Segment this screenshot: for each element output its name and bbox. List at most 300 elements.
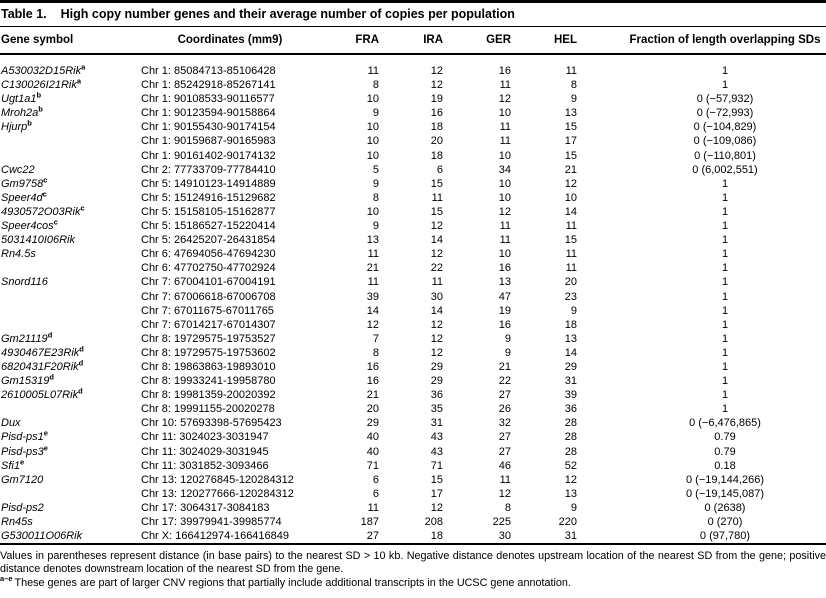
hel-value-cell: 52 [564, 459, 577, 472]
fraction-overlap-cell: 1 [721, 375, 729, 388]
ira-value-cell: 12 [430, 79, 443, 92]
fraction-overlap-cell: 1 [721, 177, 729, 190]
column-header-fraction-sds: Fraction of length overlapping SDs [580, 27, 826, 54]
hel-value-cell: 36 [564, 403, 577, 416]
hel-value-cell: 11 [565, 248, 577, 261]
ger-value-cell: 27 [498, 431, 511, 444]
footnote-marker: b [36, 90, 42, 100]
fra-value-cell: 6 [372, 487, 379, 500]
coordinates-cell: Chr 7: 67006618-67006708 [141, 290, 276, 303]
hel-value-cell: 11 [565, 262, 577, 275]
ira-value-cell: 11 [431, 191, 443, 204]
ger-value-cell: 11 [499, 220, 511, 233]
fra-value-cell: 7 [372, 332, 379, 345]
fra-value-cell: 12 [366, 318, 379, 331]
ger-value-cell: 10 [498, 149, 511, 162]
footnote-cnv-text: These genes are part of larger CNV regions that partially include additional transcripts in the UCSC gene annotation. [14, 576, 571, 589]
hel-value-cell: 31 [564, 375, 577, 388]
table-row [0, 374, 826, 388]
coordinates-cell: Chr 7: 67014217-67014307 [141, 318, 276, 331]
fraction-overlap-cell: 1 [721, 403, 729, 416]
footnotes [0, 550, 826, 590]
hel-value-cell: 23 [564, 290, 577, 303]
table-row [0, 275, 826, 289]
table-number: Table 1. [1, 7, 47, 21]
table-row [0, 459, 826, 473]
fra-value-cell: 14 [366, 304, 379, 317]
ira-value-cell: 30 [430, 290, 443, 303]
gene-name: Sfi1 [1, 459, 20, 472]
hel-value-cell: 28 [564, 445, 577, 458]
hel-value-cell: 220 [558, 516, 577, 528]
hel-value-cell: 14 [564, 205, 577, 218]
fra-value-cell: 10 [366, 93, 379, 106]
ger-value-cell: 19 [498, 304, 511, 317]
gene-name: Cwc22 [1, 163, 35, 176]
table-row [0, 92, 826, 106]
footnote-marker: c [42, 189, 47, 199]
gene-name: 2610005L07Rik [1, 389, 79, 402]
hel-value-cell: 9 [570, 501, 577, 514]
ira-value-cell: 18 [430, 149, 443, 162]
ira-value-cell: 19 [430, 93, 443, 106]
hel-value-cell: 11 [565, 220, 577, 233]
coordinates-cell: Chr 10: 57693398-57695423 [141, 417, 282, 430]
gene-name: 6820431F20Rik [1, 360, 79, 373]
hel-value-cell: 28 [564, 431, 577, 444]
table-row [0, 247, 826, 261]
table-row [0, 515, 826, 529]
coordinates-cell: Chr 11: 3024029-3031945 [141, 445, 269, 458]
coordinates-cell: Chr 7: 67004101-67004191 [141, 276, 276, 289]
column-header-hel: HEL [514, 27, 580, 54]
fra-value-cell: 9 [372, 177, 379, 190]
table-row [0, 388, 826, 402]
gene-name: Mroh2a [1, 107, 39, 120]
ger-value-cell: 11 [499, 135, 511, 148]
hel-value-cell: 18 [564, 318, 577, 331]
table-row [0, 304, 826, 318]
fraction-overlap-cell: 0 (−110,801) [694, 149, 756, 162]
fra-value-cell: 187 [360, 516, 379, 528]
fraction-overlap-cell: 0 (270) [707, 516, 743, 528]
ira-value-cell: 12 [430, 248, 443, 261]
footnote-marker: e [43, 428, 48, 438]
ger-value-cell: 9 [504, 346, 511, 359]
ger-value-cell: 9 [504, 332, 511, 345]
fra-value-cell: 13 [366, 234, 379, 247]
ira-value-cell: 71 [430, 459, 443, 472]
fra-value-cell: 10 [366, 121, 379, 134]
gene-symbol-cell [0, 92, 138, 106]
ger-value-cell: 11 [499, 121, 511, 134]
gene-symbol-cell [0, 78, 138, 92]
coordinates-cell: Chr 5: 15158105-15162877 [141, 205, 276, 218]
ira-value-cell: 36 [430, 389, 443, 402]
ger-value-cell: 225 [492, 516, 511, 528]
fra-value-cell: 9 [372, 107, 379, 120]
footnote-marker: a [81, 62, 86, 72]
coordinates-cell: Chr 2: 77733709-77784410 [141, 163, 276, 176]
coordinates-cell: Chr 17: 3064317-3084183 [141, 501, 270, 514]
gene-name: Rn45s [1, 516, 33, 528]
gene-name: Pisd-ps3 [1, 445, 44, 458]
ger-value-cell: 21 [498, 360, 511, 373]
footnote-marker: a [76, 76, 82, 86]
table-row [0, 149, 826, 163]
ira-value-cell: 43 [430, 431, 443, 444]
fra-value-cell: 40 [366, 445, 379, 458]
fraction-overlap-cell: 0 (−19,144,266) [686, 473, 764, 486]
gene-name: Speer4cos [1, 220, 54, 233]
gene-symbol-cell [0, 473, 138, 487]
gene-symbol-cell [0, 374, 138, 388]
fra-value-cell: 6 [372, 473, 379, 486]
gene-name: Gm9758 [1, 177, 44, 190]
ira-value-cell: 29 [430, 360, 443, 373]
ira-value-cell: 43 [430, 445, 443, 458]
gene-name: Ugt1a1 [1, 93, 37, 106]
hel-value-cell: 13 [564, 487, 577, 500]
fraction-overlap-cell: 1 [721, 220, 729, 233]
gene-name: C130026I21Rik [1, 79, 77, 92]
hel-value-cell: 13 [564, 107, 577, 120]
coordinates-cell: Chr 8: 19729575-19753602 [141, 346, 276, 359]
ira-value-cell: 15 [430, 205, 443, 218]
fraction-overlap-cell: 1 [721, 304, 729, 317]
gene-symbol-cell [0, 191, 138, 205]
ger-value-cell: 12 [498, 205, 511, 218]
table-row [0, 54, 826, 78]
hel-value-cell: 11 [565, 65, 577, 77]
ger-value-cell: 8 [504, 501, 511, 514]
gene-symbol-cell [0, 402, 138, 416]
coordinates-cell: Chr 8: 19981359-20020392 [141, 389, 276, 402]
ger-value-cell: 30 [498, 530, 511, 543]
gene-symbol-cell [0, 515, 138, 529]
table-row [0, 120, 826, 134]
fra-value-cell: 8 [372, 346, 379, 359]
table-row [0, 501, 826, 515]
fraction-overlap-cell: 1 [721, 346, 729, 359]
footnote-marker: d [49, 372, 54, 382]
gene-name: 4930467E23Rik [1, 346, 80, 359]
ira-value-cell: 12 [430, 332, 443, 345]
footnote-marker: c [80, 203, 85, 213]
fraction-overlap-cell: 1 [721, 360, 729, 373]
footnote-distance-note: Values in parentheses represent distance (in base pairs) to the nearest SD > 10 kb. Negative distance denotes upstream location of the nearest SD from the gene; positive distance denotes downstream location of the nearest SD from the gene. [0, 550, 826, 576]
ira-value-cell: 12 [430, 220, 443, 233]
fra-value-cell: 16 [366, 375, 379, 388]
fra-value-cell: 9 [372, 220, 379, 233]
gene-name: A530032D15Rik [1, 65, 82, 77]
gene-symbol-cell [0, 106, 138, 120]
table-row [0, 78, 826, 92]
table-row [0, 416, 826, 430]
coordinates-cell: Chr 8: 19991155-20020278 [141, 403, 275, 416]
ger-value-cell: 34 [498, 163, 511, 176]
gene-name: Pisd-ps2 [1, 501, 44, 514]
hel-value-cell: 15 [564, 149, 577, 162]
gene-symbol-cell [0, 318, 138, 332]
hel-value-cell: 8 [570, 79, 577, 92]
gene-symbol-cell [0, 177, 138, 191]
fra-value-cell: 11 [367, 65, 379, 77]
coordinates-cell: Chr X: 166412974-166416849 [141, 530, 290, 543]
table-row [0, 473, 826, 487]
fra-value-cell: 39 [366, 290, 379, 303]
fraction-overlap-cell: 1 [721, 332, 729, 345]
table-row [0, 290, 826, 304]
hel-value-cell: 20 [564, 276, 577, 289]
coordinates-cell: Chr 5: 14910123-14914889 [141, 177, 276, 190]
fra-value-cell: 11 [367, 276, 379, 289]
table-row [0, 332, 826, 346]
coordinates-cell: Chr 8: 19933241-19958780 [141, 375, 276, 388]
ger-value-cell: 16 [498, 318, 511, 331]
gene-symbol-cell [0, 430, 138, 444]
gene-name: Gm7120 [1, 473, 44, 486]
fra-value-cell: 29 [366, 417, 379, 430]
hel-value-cell: 31 [564, 530, 577, 543]
coordinates-cell: Chr 8: 19729575-19753527 [141, 332, 276, 345]
fraction-overlap-cell: 1 [721, 262, 729, 275]
coordinates-cell: Chr 1: 90155430-90174154 [141, 121, 276, 134]
table-row [0, 360, 826, 374]
fraction-overlap-cell: 0.79 [714, 445, 736, 458]
hel-value-cell: 39 [564, 389, 577, 402]
fraction-overlap-cell: 1 [721, 65, 729, 77]
gene-symbol-cell [0, 290, 138, 304]
coordinates-cell: Chr 5: 15124916-15129682 [141, 191, 276, 204]
ira-value-cell: 14 [430, 234, 443, 247]
gene-symbol-cell [0, 54, 138, 78]
fraction-overlap-cell: 1 [721, 234, 729, 247]
fraction-overlap-cell: 0.79 [714, 431, 736, 444]
ger-value-cell: 26 [498, 403, 511, 416]
ger-value-cell: 10 [498, 107, 511, 120]
fraction-overlap-cell: 0 (−6,476,865) [689, 417, 761, 430]
gene-symbol-cell [0, 501, 138, 515]
gene-symbol-cell [0, 134, 138, 148]
gene-symbol-cell [0, 275, 138, 289]
fraction-overlap-cell: 1 [721, 290, 729, 303]
gene-name: Hjurp [1, 121, 28, 134]
coordinates-cell: Chr 6: 47694056-47694230 [141, 248, 276, 261]
footnote-marker: b [27, 118, 32, 128]
table-body [0, 54, 826, 544]
fra-value-cell: 8 [372, 191, 379, 204]
gene-name: 5031410I06Rik [1, 234, 76, 247]
header-row [0, 27, 826, 54]
table-row [0, 163, 826, 177]
gene-symbol-cell [0, 456, 138, 473]
coordinates-cell: Chr 13: 120276845-120284312 [141, 473, 294, 486]
table-row [0, 487, 826, 501]
footnote-cnv-superscript: a–e [0, 574, 13, 583]
gene-symbol-cell [0, 304, 138, 318]
ira-value-cell: 22 [430, 262, 443, 275]
table-row [0, 529, 826, 544]
fra-value-cell: 27 [366, 530, 379, 543]
footnote-marker: b [38, 104, 43, 114]
footnote-marker: d [79, 344, 84, 354]
fra-value-cell: 8 [372, 79, 379, 92]
fraction-overlap-cell: 1 [721, 389, 729, 402]
coordinates-cell: Chr 1: 85242918-85267141 [141, 79, 276, 92]
fra-value-cell: 10 [366, 149, 379, 162]
coordinates-cell: Chr 1: 90123594-90158864 [141, 107, 276, 120]
fraction-overlap-cell: 0 (2638) [704, 501, 746, 514]
ger-value-cell: 11 [499, 79, 511, 92]
ger-value-cell: 16 [498, 262, 511, 275]
ger-value-cell: 10 [498, 191, 511, 204]
gene-name: Rn4.5s [1, 248, 36, 261]
table-row [0, 261, 826, 275]
gene-name: Pisd-ps1 [1, 431, 44, 444]
fra-value-cell: 21 [366, 262, 379, 275]
ira-value-cell: 29 [430, 375, 443, 388]
gene-name: Dux [1, 417, 21, 430]
table-row [0, 445, 826, 459]
table-row [0, 346, 826, 360]
gene-symbol-cell [0, 149, 138, 163]
coordinates-cell: Chr 1: 85084713-85106428 [141, 65, 276, 77]
hel-value-cell: 14 [564, 346, 577, 359]
hel-value-cell: 28 [564, 417, 577, 430]
column-header-fra: FRA [322, 27, 382, 54]
hel-value-cell: 9 [570, 93, 577, 106]
gene-symbol-cell [0, 388, 138, 402]
fraction-overlap-cell: 1 [721, 205, 729, 218]
ger-value-cell: 11 [499, 234, 511, 247]
ira-value-cell: 208 [424, 516, 443, 528]
table-row [0, 191, 826, 205]
coordinates-cell: Chr 5: 15186527-15220414 [141, 220, 276, 233]
table-title-text: High copy number genes and their average number of copies per population [60, 7, 515, 21]
footnote-marker: e [19, 456, 25, 466]
hel-value-cell: 21 [564, 163, 577, 176]
fraction-overlap-cell: 1 [721, 191, 729, 204]
footnote-marker: d [78, 386, 83, 396]
ira-value-cell: 12 [430, 318, 443, 331]
gene-name: 4930572O03Rik [1, 205, 81, 218]
column-header-ira: IRA [382, 27, 446, 54]
gene-symbol-cell [0, 529, 138, 544]
coordinates-cell: Chr 11: 3024023-3031947 [141, 431, 269, 444]
ger-value-cell: 47 [498, 290, 511, 303]
table-row [0, 205, 826, 219]
ira-value-cell: 17 [430, 487, 443, 500]
ger-value-cell: 12 [498, 93, 511, 106]
gene-name: Speer4d [1, 191, 43, 204]
fraction-overlap-cell: 1 [721, 276, 729, 289]
footnote-cnv-note [0, 574, 826, 590]
coordinates-cell: Chr 17: 39979941-39985774 [141, 516, 282, 528]
fraction-overlap-cell: 0 (−72,993) [696, 107, 754, 120]
gene-symbol-cell [0, 487, 138, 501]
fra-value-cell: 5 [372, 163, 379, 176]
table-row [0, 219, 826, 233]
hel-value-cell: 15 [564, 121, 577, 134]
hel-value-cell: 17 [564, 135, 577, 148]
gene-symbol-cell [0, 205, 138, 219]
coordinates-cell: Chr 6: 47702750-47702924 [141, 262, 276, 275]
hel-value-cell: 29 [564, 360, 577, 373]
fraction-overlap-cell: 0 (6,002,551) [692, 163, 758, 176]
table-row [0, 430, 826, 444]
hel-value-cell: 12 [564, 473, 577, 486]
fraction-overlap-cell: 0 (−19,145,087) [686, 487, 764, 500]
table-row [0, 318, 826, 332]
fraction-overlap-cell: 0 (−57,932) [696, 93, 754, 106]
ira-value-cell: 15 [430, 473, 443, 486]
ger-value-cell: 10 [498, 248, 511, 261]
table-row [0, 402, 826, 416]
footnote-marker: c [53, 217, 58, 227]
fra-value-cell: 16 [366, 360, 379, 373]
fra-value-cell: 40 [366, 431, 379, 444]
fraction-overlap-cell: 1 [721, 79, 729, 92]
gene-name: Gm15319 [1, 375, 50, 388]
ger-value-cell: 46 [498, 459, 511, 472]
gene-symbol-cell [0, 163, 138, 177]
gene-name: Snord116 [1, 276, 48, 289]
gene-symbol-cell [0, 219, 138, 233]
hel-value-cell: 13 [564, 332, 577, 345]
gene-symbol-cell [0, 233, 138, 247]
hel-value-cell: 15 [564, 234, 577, 247]
table-row [0, 177, 826, 191]
gene-symbol-cell [0, 247, 138, 261]
ger-value-cell: 27 [498, 389, 511, 402]
ira-value-cell: 16 [430, 107, 443, 120]
coordinates-cell: Chr 7: 67011675-67011765 [141, 304, 274, 317]
ira-value-cell: 14 [430, 304, 443, 317]
ger-value-cell: 16 [498, 65, 511, 77]
fra-value-cell: 21 [366, 389, 379, 402]
table-row [0, 233, 826, 247]
footnote-marker: e [43, 442, 48, 452]
fraction-overlap-cell: 0 (97,780) [699, 530, 751, 543]
ger-value-cell: 12 [498, 487, 511, 500]
ira-value-cell: 12 [430, 65, 443, 77]
ira-value-cell: 15 [430, 177, 443, 190]
ira-value-cell: 18 [430, 530, 443, 543]
ger-value-cell: 32 [498, 417, 511, 430]
footnote-marker: d [78, 358, 84, 368]
fra-value-cell: 10 [366, 135, 379, 148]
gene-symbol-cell [0, 261, 138, 275]
fra-value-cell: 10 [366, 205, 379, 218]
ger-value-cell: 13 [498, 276, 511, 289]
gene-name: Gm21119 [1, 332, 48, 345]
coordinates-cell: Chr 11: 3031852-3093466 [141, 459, 269, 472]
ira-value-cell: 6 [436, 163, 443, 176]
gene-symbol-cell [0, 332, 138, 346]
fra-value-cell: 71 [366, 459, 379, 472]
footnote-marker: c [43, 175, 48, 185]
ger-value-cell: 22 [498, 375, 511, 388]
fra-value-cell: 11 [367, 501, 379, 514]
hel-value-cell: 10 [564, 191, 577, 204]
column-header-gene-symbol: Gene symbol [0, 27, 138, 54]
fraction-overlap-cell: 1 [721, 318, 729, 331]
column-header-coordinates: Coordinates (mm9) [138, 27, 322, 54]
ira-value-cell: 31 [430, 417, 443, 430]
table-row [0, 106, 826, 120]
fraction-overlap-cell: 0 (−104,829) [693, 121, 757, 134]
